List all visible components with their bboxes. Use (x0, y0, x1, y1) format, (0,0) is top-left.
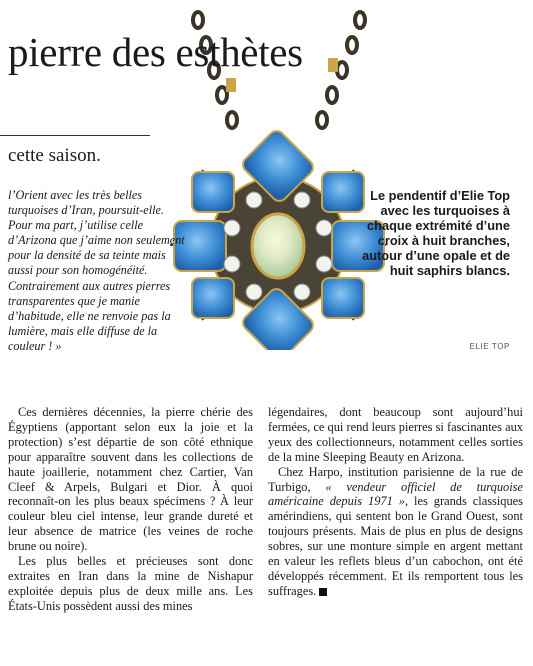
paragraph: Ces dernières décennies, la pierre chérie des Égyptiens (apportant selon eux la joie et la protection) s’est départie de son côté ethnique pour apparaître souvent dans les collections de haute joaillerie, notamment chez Cartier, Van Cleef & Arpels, Bulgari et Dior. À quoi reconnaît-on les plus beaux spécimens ? À leur couleur bleu ciel intense, leur grande dureté et leur absence de matrice (les veines de roche brune ou noire). (8, 405, 253, 554)
paragraph-end: , les grands classiques amérindiens, qui sentent bon le Grand Ouest, sont toujours présents. Mais de plus en plus de designs sobres, sur une monture simple en argent mettant en valeur les reflets bleus d’un cabochon, ont été développés récemment. Et ils remportent tous les suffrages. (268, 494, 523, 598)
paragraph (268, 465, 523, 599)
article-column-1 (8, 405, 253, 614)
article-column-2 (268, 405, 523, 599)
paragraph-start: Chez Harpo, institution parisienne de la rue de Turbigo, (268, 464, 523, 494)
chain-right (317, 12, 365, 128)
harpo-quote: « vendeur officiel de turquoise américaine depuis 1971 » (268, 479, 523, 509)
pull-quote (8, 188, 188, 354)
end-mark (319, 588, 327, 596)
subheadline: cette saison. (8, 145, 101, 166)
photo-caption: Le pendentif d’Elie Top avec les turquoises à chaque extrémité d’une croix à huit branches, autour d’une opale et de huit saphirs blancs. (362, 188, 510, 278)
divider (0, 135, 150, 136)
headline: pierre des esthètes (8, 29, 303, 75)
paragraph: Les plus belles et précieuses sont donc extraites en Iran dans la mine de Nishapur exploitée depuis plus de deux mille ans. Les États-Unis possèdent aussi des mines (8, 554, 253, 613)
opal-stone (252, 214, 304, 278)
quote-text: l’Orient avec les très belles turquoises d’Iran, poursuit-elle. Pour ma part, j’utilise celle d’Arizona que j’aime non seulement pour la densité de sa teinte mais aussi pour son homogénéité. Contrairement aux autres pierres transparentes que je manie d’habitude, elle ne renvoie pas la lumière, mais elle diffuse de la couleur ! » (8, 188, 185, 353)
paragraph: légendaires, dont beaucoup sont aujourd’hui fermées, ce qui rend leurs pierres si fascinantes aux yeux des collectionneurs, notamment celles sorties de la mine Sleeping Beauty en Arizona. (268, 405, 523, 464)
photo-credit: ELIE TOP (469, 342, 510, 351)
